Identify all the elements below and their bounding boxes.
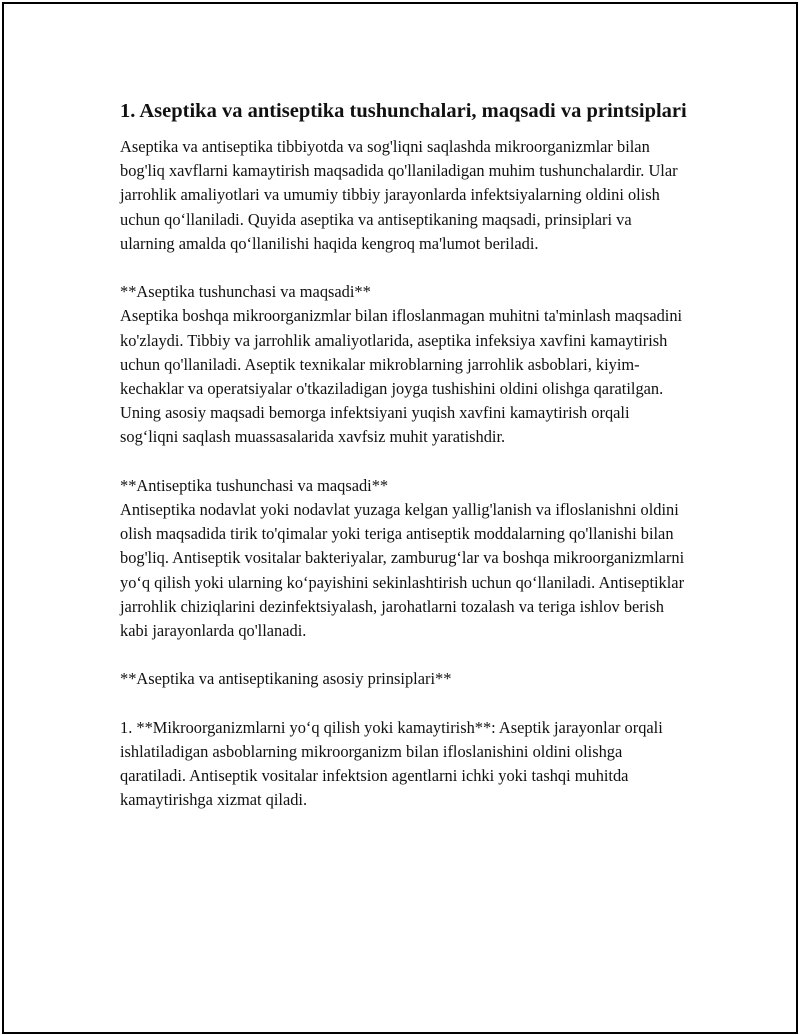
document-title: 1. Aseptika va antiseptika tushunchalari, maqsadi va printsiplari (120, 100, 687, 122)
page-frame (2, 2, 798, 1034)
document-content (120, 98, 690, 813)
paragraph-spacer (120, 256, 690, 280)
section-heading-principles: **Aseptika va antiseptikaning asosiy prinsiplari** (120, 669, 452, 689)
section-body-aseptika: Aseptika boshqa mikroorganizmlar bilan ifloslanmagan muhitni ta'minlash maqsadini ko'zlaydi. Tibbiy va jarrohlik amaliyotlarida, aseptika infeksiya xavfini kamaytirish uchun qo'llaniladi. Aseptik texnikalar mikroblarning jarrohlik asboblari, kiyim-kechaklar va operatsiyalar o'tkaziladigan joyga tushishini oldini olishga qaratilgan. Uning asosiy maqsadi bemorga infektsiyani yuqish xavfini kamaytirish orqali sog‘liqni saqlash muassasalarida xavfsiz muhit yaratishdir. (120, 306, 683, 447)
section-heading-aseptika: **Aseptika tushunchasi va maqsadi** (120, 282, 371, 302)
paragraph-spacer (120, 450, 690, 474)
paragraph-spacer (120, 643, 690, 667)
paragraph-spacer (120, 692, 690, 716)
section-heading-antiseptika: **Antiseptika tushunchasi va maqsadi** (120, 475, 389, 495)
principle-item-1: 1. **Mikroorganizmlarni yo‘q qilish yoki kamaytirish**: Aseptik jarayonlar orqali ishlatiladigan asboblarning mikroorganizm bilan ifloslanishini oldini olishga qaratiladi. Antiseptik vositalar infektsion agentlarni ichki yoki tashqi muhitda kamaytirishga xizmat qiladi. (120, 717, 663, 810)
intro-paragraph: Aseptika va antiseptika tibbiyotda va sog'liqni saqlashda mikroorganizmlar bilan bog'liq xavflarni kamaytirish maqsadida qo'llaniladigan muhim tushunchalardir. Ular jarrohlik amaliyotlari va umumiy tibbiy jarayonlarda infektsiyalarning oldini olish uchun qo‘llaniladi. Quyida aseptika va antiseptikaning maqsadi, prinsiplari va ularning amalda qo‘llanilishi haqida kengroq ma'lumot beriladi. (120, 137, 678, 253)
section-body-antiseptika: Antiseptika nodavlat yoki nodavlat yuzaga kelgan yallig'lanish va ifloslanishni oldini olish maqsadida tirik to'qimalar yoki teriga antiseptik moddalarning qo'llanishi bilan bog'liq. Antiseptik vositalar bakteriyalar, zamburug‘lar va boshqa mikroorganizmlarni yo‘q qilish yoki ularning ko‘payishini sekinlashtirish uchun qo‘llaniladi. Antiseptiklar jarrohlik chiziqlarini dezinfektsiyalash, jarohatlarni tozalash va teriga ishlov berish kabi jarayonlarda qo'llanadi. (120, 500, 685, 641)
